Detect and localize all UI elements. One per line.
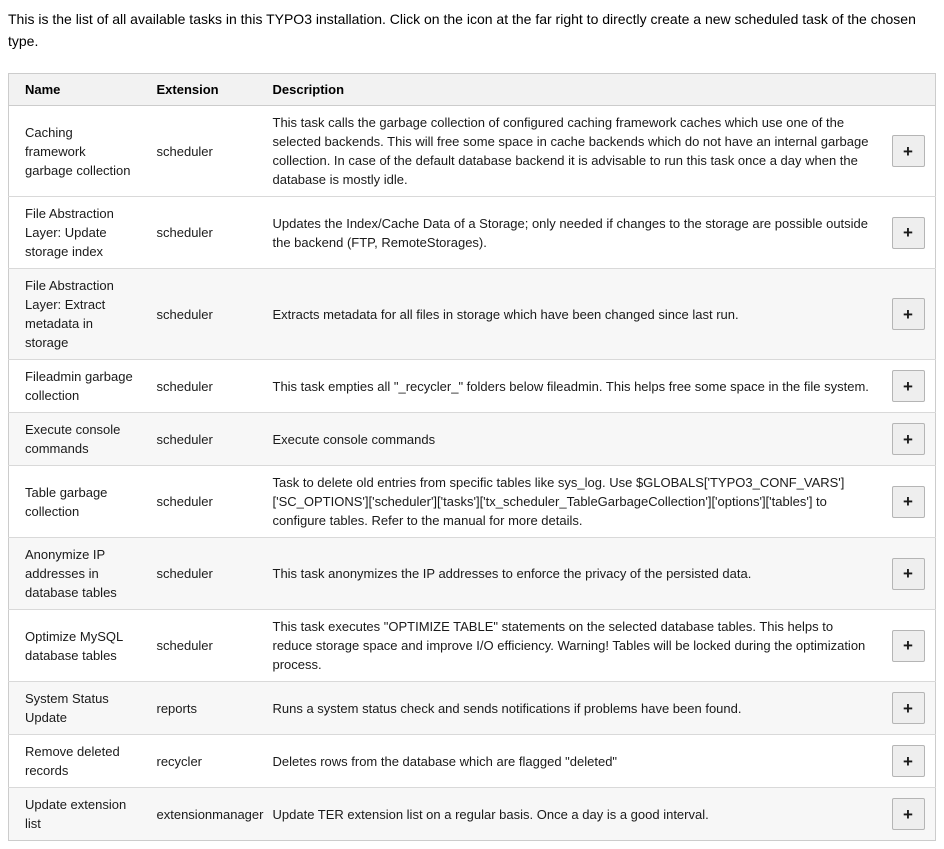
add-task-button[interactable] xyxy=(892,217,925,249)
add-task-button[interactable] xyxy=(892,630,925,662)
table-row xyxy=(9,788,936,841)
task-name: Execute console commands xyxy=(9,413,147,466)
add-task-button[interactable] xyxy=(892,745,925,777)
task-extension: reports xyxy=(147,682,263,735)
plus-icon: + xyxy=(903,804,913,824)
plus-icon: + xyxy=(903,636,913,655)
plus-icon: + xyxy=(903,376,913,396)
task-extension: recycler xyxy=(147,735,263,788)
task-description: This task anonymizes the IP addresses to enforce the privacy of the persisted data. xyxy=(263,538,882,610)
task-description: Execute console commands xyxy=(263,413,882,466)
task-description: Runs a system status check and sends notifications if problems have been found. xyxy=(263,682,882,735)
task-name: Remove deleted records xyxy=(9,735,147,788)
column-header-action xyxy=(882,74,936,106)
task-action-cell xyxy=(882,413,936,466)
task-description: Task to delete old entries from specific tables like sys_log. Use $GLOBALS['TYPO3_CONF_VARS']['SC_OPTIONS']['scheduler']['tasks']['tx_scheduler_TableGarbageCollection']['options']['tables'] to configure tables. Refer to the manual for more details. xyxy=(263,466,882,538)
task-action-cell xyxy=(882,682,936,735)
column-header-extension: Extension xyxy=(147,74,263,106)
task-action-cell xyxy=(882,788,936,841)
plus-icon: + xyxy=(903,141,913,161)
task-extension: scheduler xyxy=(147,197,263,269)
task-description: Extracts metadata for all files in storage which have been changed since last run. xyxy=(263,269,882,360)
task-action-cell xyxy=(882,106,936,197)
task-action-cell xyxy=(882,538,936,610)
task-name: Table garbage collection xyxy=(9,466,147,538)
table-row xyxy=(9,610,936,682)
task-extension: scheduler xyxy=(147,360,263,413)
table-row xyxy=(9,197,936,269)
column-header-description: Description xyxy=(263,74,882,106)
plus-icon: + xyxy=(903,564,913,583)
table-row xyxy=(9,538,936,610)
task-extension: scheduler xyxy=(147,269,263,360)
task-description: This task calls the garbage collection of configured caching framework caches which use one of the selected backends. This will free some space in cache backends which do not have an internal garbage collection. In case of the default database backend it is advisable to run this task once a day when the database is mostly idle. xyxy=(263,106,882,197)
table-header xyxy=(9,74,936,106)
task-name: Update extension list xyxy=(25,797,127,831)
available-tasks-table xyxy=(8,73,936,841)
task-action-cell xyxy=(882,610,936,682)
task-action-cell xyxy=(882,269,936,360)
table-row xyxy=(9,735,936,788)
task-description: This task executes "OPTIMIZE TABLE" statements on the selected database tables. This helps to reduce storage space and improve I/O efficiency. Warning! Tables will be locked during the optimization process. xyxy=(263,610,882,682)
plus-icon: + xyxy=(903,304,913,324)
task-description: Update TER extension list on a regular basis. Once a day is a good interval. xyxy=(272,806,709,822)
add-task-button[interactable] xyxy=(892,692,925,724)
task-name: Anonymize IP addresses in database tables xyxy=(9,538,147,610)
task-extension: scheduler xyxy=(147,538,263,610)
task-action-cell xyxy=(882,466,936,538)
table-row xyxy=(9,413,936,466)
task-extension: scheduler xyxy=(147,106,263,197)
task-action-cell xyxy=(882,197,936,269)
table-row xyxy=(9,360,936,413)
add-task-button[interactable] xyxy=(892,370,925,402)
add-task-button[interactable] xyxy=(892,423,925,455)
column-header-name: Name xyxy=(9,74,147,106)
add-task-button[interactable] xyxy=(892,135,925,167)
task-action-cell xyxy=(882,735,936,788)
task-name: Optimize MySQL database tables xyxy=(9,610,147,682)
task-name: System Status Update xyxy=(9,682,147,735)
table-row xyxy=(9,682,936,735)
plus-icon: + xyxy=(903,429,913,449)
task-description: Updates the Index/Cache Data of a Storage; only needed if changes to the storage are possible outside the backend (FTP, RemoteStorages). xyxy=(263,197,882,269)
add-task-button[interactable] xyxy=(892,298,925,330)
task-extension: scheduler xyxy=(147,413,263,466)
plus-icon: + xyxy=(903,698,913,718)
task-name: File Abstraction Layer: Extract metadata in storage xyxy=(9,269,147,360)
task-description: This task empties all "_recycler_" folders below fileadmin. This helps free some space in the file system. xyxy=(263,360,882,413)
table-row xyxy=(9,269,936,360)
add-task-button[interactable] xyxy=(892,558,925,590)
add-task-button[interactable] xyxy=(892,486,925,518)
task-name: File Abstraction Layer: Update storage index xyxy=(9,197,147,269)
table-row xyxy=(9,466,936,538)
task-description: Deletes rows from the database which are flagged "deleted" xyxy=(263,735,882,788)
task-extension: scheduler xyxy=(147,610,263,682)
task-action-cell xyxy=(882,360,936,413)
plus-icon: + xyxy=(903,492,913,511)
plus-icon: + xyxy=(903,751,913,771)
task-name: Caching framework garbage collection xyxy=(9,106,147,197)
plus-icon: + xyxy=(903,223,913,242)
intro-text: This is the list of all available tasks in this TYPO3 installation. Click on the icon at the far right to directly create a new scheduled task of the chosen type. xyxy=(8,11,916,49)
add-task-button[interactable] xyxy=(892,798,925,830)
task-extension: extensionmanager xyxy=(156,806,264,822)
task-extension: scheduler xyxy=(147,466,263,538)
task-name: Fileadmin garbage collection xyxy=(9,360,147,413)
table-row xyxy=(9,106,936,197)
